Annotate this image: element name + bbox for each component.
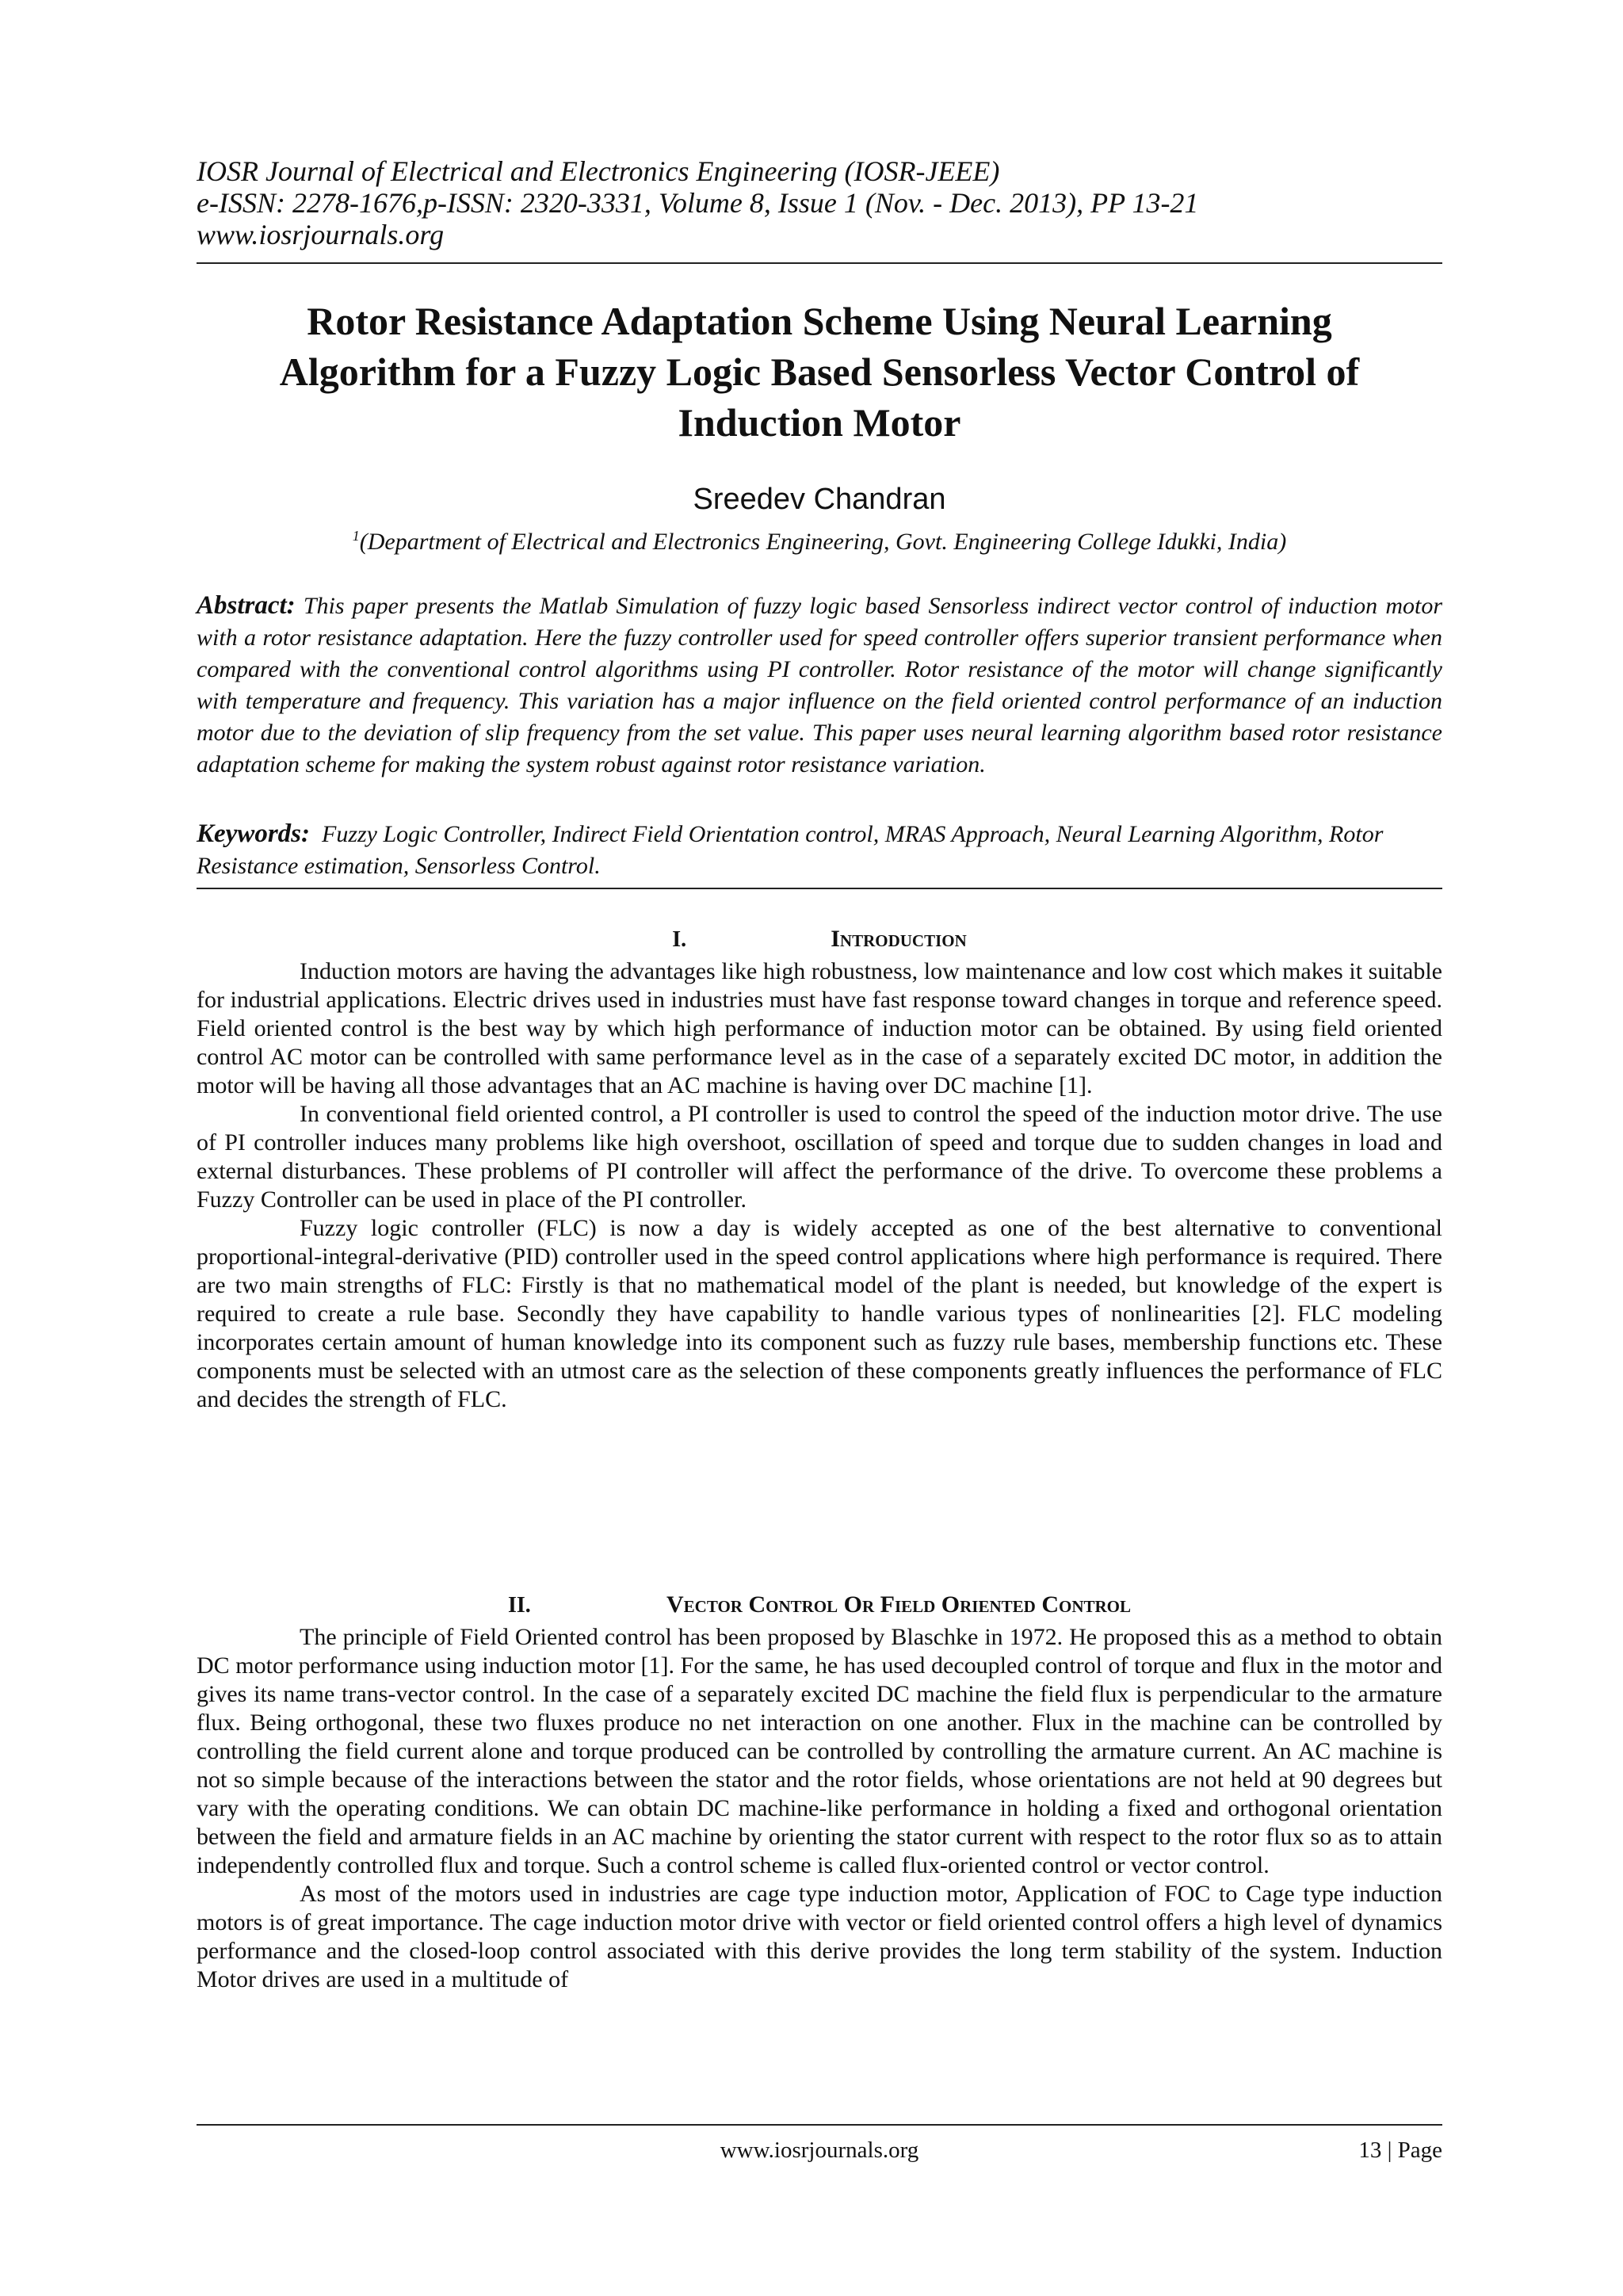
paragraph: Induction motors are having the advantages like high robustness, low maintenance and low cost which makes it suitable for industrial applications. Electric drives used in industries must have fast response toward changes in torque and reference speed. Field oriented control is the best way by which high performance of induction motor can be obtained. By using field oriented control AC motor can be controlled with same performance level as in the case of a separately excited DC motor, in addition the motor will be having all those advantages that an AC machine is having over DC machine [1]. xyxy=(197,958,1442,1098)
keywords xyxy=(197,818,1442,882)
title-line-2: Algorithm for a Fuzzy Logic Based Sensorless Vector Control of xyxy=(279,350,1360,394)
affiliation-text: (Department of Electrical and Electronics Engineering, Govt. Engineering College Idukki, India) xyxy=(359,529,1287,555)
paragraph: As most of the motors used in industries are cage type induction motor, Application of FOC to Cage type induction motors is of great importance. The cage induction motor drive with vector or field oriented control offers a high level of dynamics performance and the closed-loop control associated with this derive provides the long term stability of the system. Induction Motor drives are used in a multitude of xyxy=(197,1881,1442,1992)
abstract-label: Abstract: xyxy=(197,591,296,620)
section-number: II. xyxy=(507,1593,531,1618)
affiliation-mark: 1 xyxy=(352,528,360,544)
page-number: 13 | Page xyxy=(1358,2137,1442,2163)
keywords-text: Fuzzy Logic Controller, Indirect Field Orientation control, MRAS Approach, Neural Learning Algorithm, Rotor Resistance estimation, Sensorless Control. xyxy=(197,821,1384,879)
header-rule xyxy=(197,262,1442,264)
title-line-1: Rotor Resistance Adaptation Scheme Using Neural Learning xyxy=(307,299,1332,343)
paper-title xyxy=(197,296,1442,448)
abstract-text: This paper presents the Matlab Simulation of fuzzy logic based Sensorless indirect vector control of induction motor with a rotor resistance adaptation. Here the fuzzy controller used for speed controller offers superior transient performance when compared with the conventional control algorithms using PI controller. Rotor resistance of the motor will change significantly with temperature and frequency. This variation has a major influence on the field oriented control performance of an induction motor due to the deviation of slip frequency from the set value. This paper uses neural learning algorithm based rotor resistance adaptation scheme for making the system robust against rotor resistance variation. xyxy=(197,593,1443,777)
abstract xyxy=(197,590,1442,781)
section-heading-1 xyxy=(197,925,1442,954)
abstract-rule xyxy=(197,888,1442,889)
journal-website[interactable]: www.iosrjournals.org xyxy=(197,219,445,250)
keywords-label: Keywords: xyxy=(197,819,310,848)
journal-name: IOSR Journal of Electrical and Electronics Engineering (IOSR-JEEE) xyxy=(197,155,1000,187)
author-name: Sreedev Chandran xyxy=(693,483,946,516)
section-heading-2 xyxy=(197,1591,1442,1620)
section-body-2 xyxy=(197,1623,1442,1994)
section-title: Vector Control Or Field Oriented Control xyxy=(666,1591,1132,1618)
section-title: Introduction xyxy=(831,926,967,952)
paragraph: The principle of Field Oriented control has been proposed by Blaschke in 1972. He proposed this as a method to obtain DC motor performance using induction motor [1]. For the same, he has used decoupled control of torque and flux in the motor and gives its name trans-vector control. In the case of a separately excited DC machine the field flux is perpendicular to the armature flux. Being orthogonal, these two fluxes produce no net interaction on one another. Flux in the machine can be controlled by controlling the field current alone and torque produced can be controlled by controlling the armature current. An AC machine is not so simple because of the interactions between the stator and the rotor fields, whose orientations are not held at 90 degrees but vary with the operating conditions. We can obtain DC machine-like performance in holding a fixed and orthogonal orientation between the field and armature fields in an AC machine by orienting the stator current with respect to the rotor flux so as to attain independently controlled flux and torque. Such a control scheme is called flux-oriented control or vector control. xyxy=(197,1624,1442,1878)
footer-rule xyxy=(197,2124,1442,2126)
author-affiliation xyxy=(197,520,1442,558)
journal-header xyxy=(197,155,1442,250)
section-body-1 xyxy=(197,957,1442,1414)
journal-issn: e-ISSN: 2278-1676,p-ISSN: 2320-3331, Volume 8, Issue 1 (Nov. - Dec. 2013), PP 13-21 xyxy=(197,187,1199,219)
paragraph: In conventional field oriented control, a PI controller is used to control the speed of the induction motor drive. The use of PI controller induces many problems like high overshoot, oscillation of speed and torque due to sudden changes in load and external disturbances. These problems of PI controller will affect the performance of the drive. To overcome these problems a Fuzzy Controller can be used in place of the PI controller. xyxy=(197,1101,1442,1213)
section-number: I. xyxy=(672,927,687,952)
footer-website[interactable]: www.iosrjournals.org xyxy=(720,2137,919,2163)
paragraph: Fuzzy logic controller (FLC) is now a day is widely accepted as one of the best alternative to conventional proportional-integral-derivative (PID) controller used in the speed control applications where high performance is required. There are two main strengths of FLC: Firstly is that no mathematical model of the plant is needed, but knowledge of the expert is required to create a rule base. Secondly they have capability to handle various types of nonlinearities [2]. FLC modeling incorporates certain amount of human knowledge into its component such as fuzzy rule bases, membership functions etc. These components must be selected with an utmost care as the selection of these components greatly influences the performance of FLC and decides the strength of FLC. xyxy=(197,1215,1442,1412)
title-line-3: Induction Motor xyxy=(678,400,961,445)
